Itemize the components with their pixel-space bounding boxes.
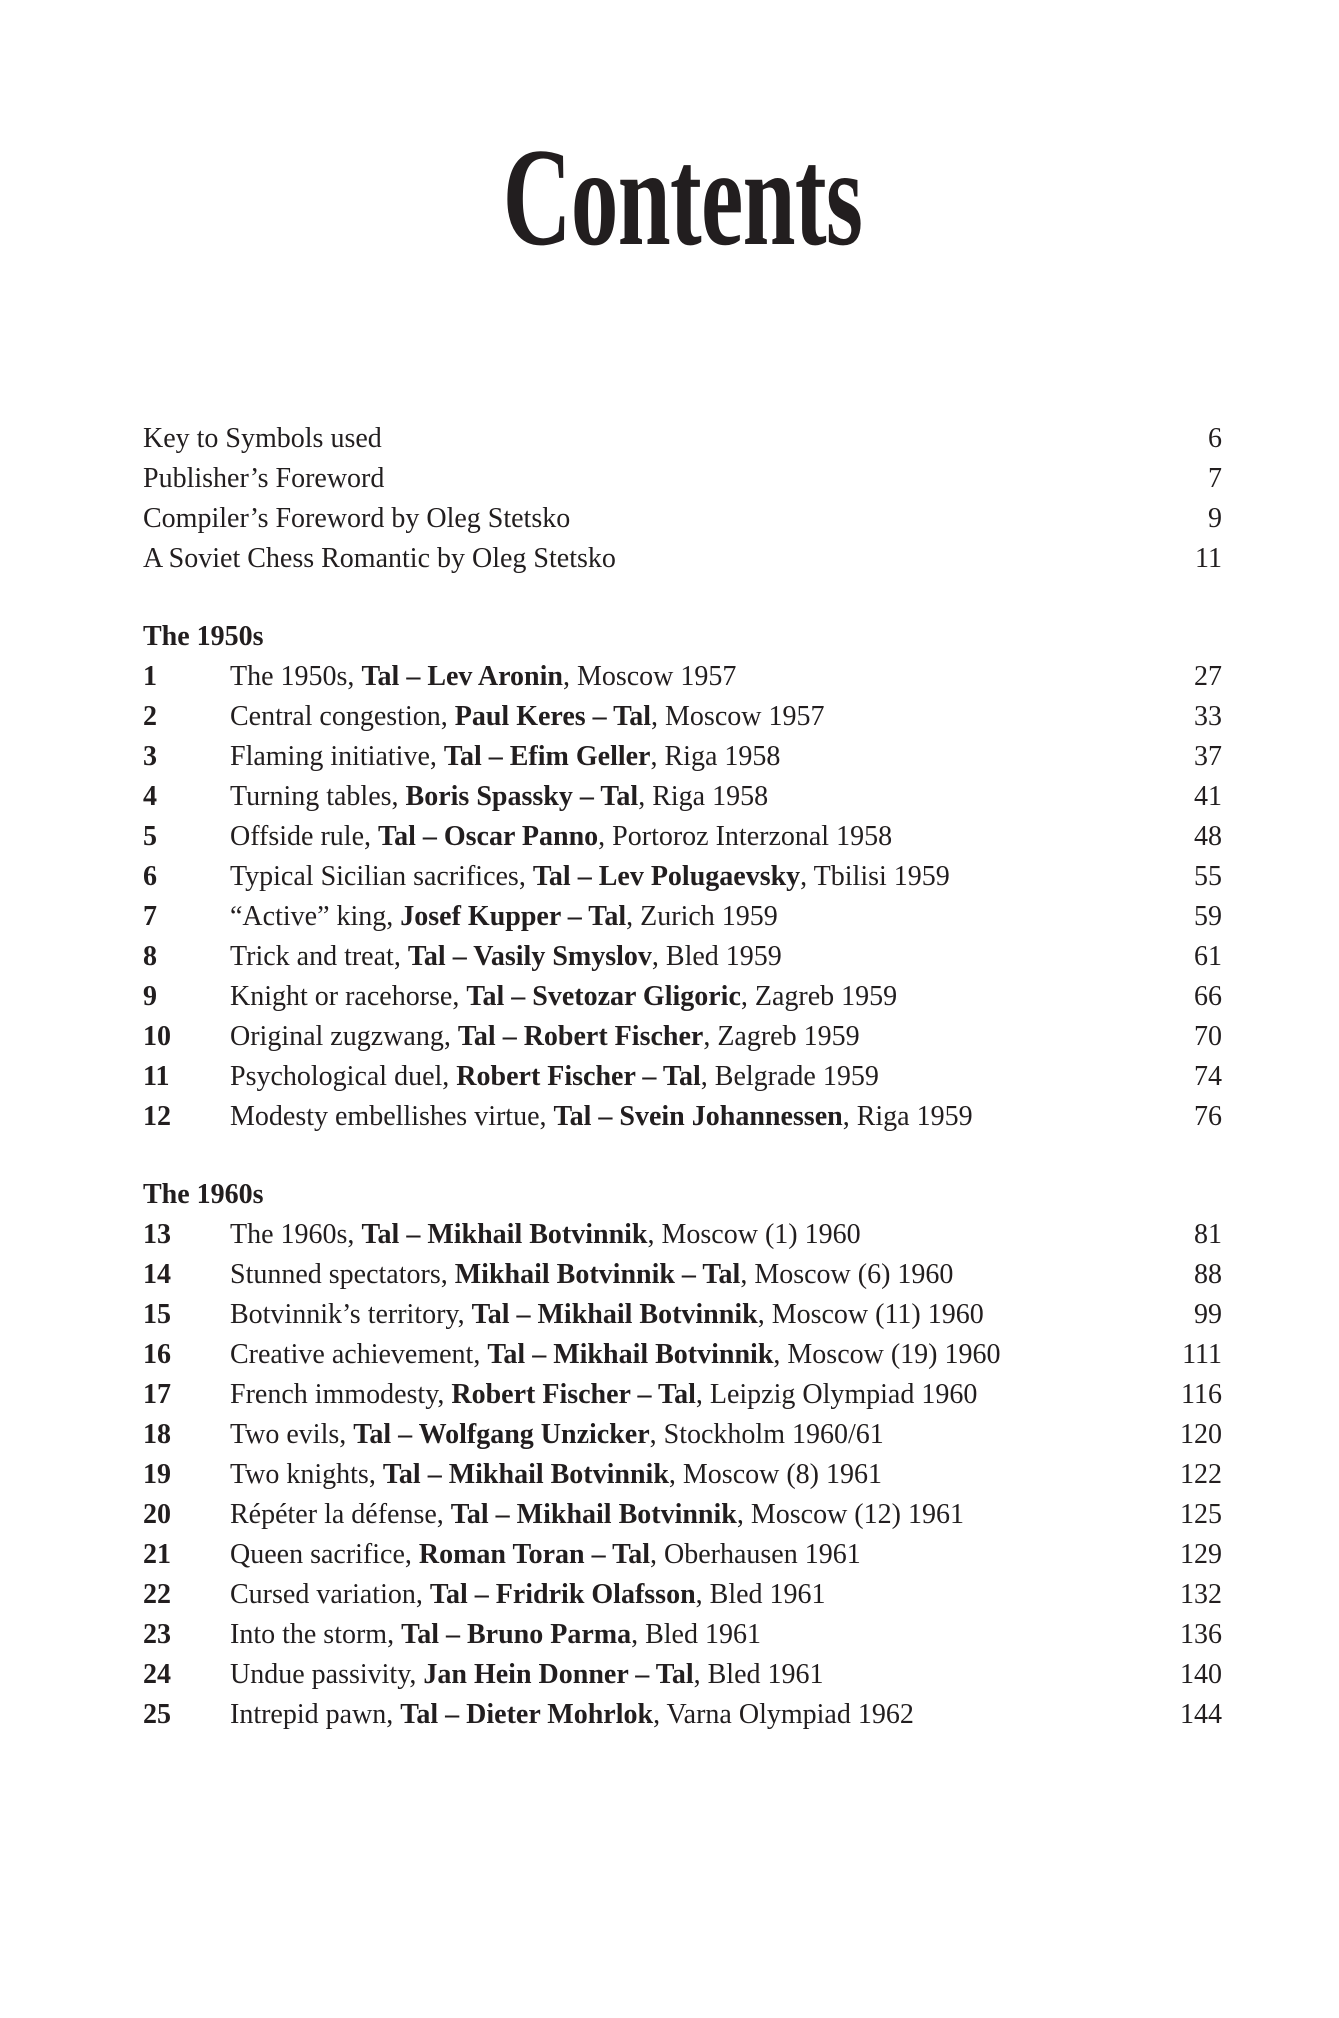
toc-entry-players: Tal – Oscar Panno	[378, 821, 599, 852]
toc-row	[143, 459, 1222, 499]
toc-page-number: 99	[1194, 1299, 1222, 1330]
toc-page-number: 81	[1194, 1219, 1222, 1250]
toc-entry-title	[230, 1695, 1174, 1735]
toc-entry-venue: , Riga 1958	[650, 741, 781, 772]
toc-entry-title	[230, 737, 1174, 777]
toc-entry-description: Undue passivity,	[230, 1659, 424, 1690]
toc-entry-players: Paul Keres – Tal	[454, 701, 652, 732]
toc-page-number: 120	[1180, 1419, 1222, 1450]
toc-page-number: 129	[1180, 1539, 1222, 1570]
toc-entry-number: 23	[143, 1619, 171, 1650]
toc-entry-description: Creative achievement,	[230, 1339, 488, 1370]
toc-entry-description: Stunned spectators,	[230, 1259, 455, 1290]
toc-entry-players: Tal – Mikhail Botvinnik	[471, 1299, 758, 1330]
toc-entry-venue: , Riga 1959	[842, 1101, 973, 1132]
toc-entry-players: Tal – Fridrik Olafsson	[429, 1579, 696, 1610]
toc-entry-description: Typical Sicilian sacrifices,	[230, 861, 533, 892]
toc-entry-title	[230, 657, 1174, 697]
toc-entry-venue: , Leipzig Olympiad 1960	[695, 1379, 978, 1410]
toc-entry-number: 11	[143, 1061, 170, 1092]
toc-page-number: 70	[1194, 1021, 1222, 1052]
toc-entry-venue: , Moscow 1957	[651, 701, 825, 732]
toc-entry-number: 16	[143, 1339, 171, 1370]
toc-entry-venue: , Portoroz Interzonal 1958	[598, 821, 893, 852]
toc-entry-label: Publisher’s Foreword	[143, 463, 385, 494]
toc-entry-title	[230, 1455, 1174, 1495]
sections-container	[143, 617, 1222, 1735]
toc-entry-description: Turning tables,	[230, 781, 406, 812]
front-matter-list	[143, 419, 1222, 579]
toc-page-number: 125	[1180, 1499, 1222, 1530]
toc-entry-venue: , Varna Olympiad 1962	[653, 1699, 914, 1730]
toc-entry-venue: , Tbilisi 1959	[800, 861, 950, 892]
toc-entry-description: Répéter la défense,	[230, 1499, 451, 1530]
toc-page-number: 27	[1194, 661, 1222, 692]
toc-entry-description: Original zugzwang,	[230, 1021, 458, 1052]
toc-entry-players: Tal – Efim Geller	[443, 741, 651, 772]
toc-entry-players: Tal – Mikhail Botvinnik	[361, 1219, 648, 1250]
toc-row	[143, 1455, 1222, 1495]
toc-entry-players: Tal – Lev Aronin	[361, 661, 563, 692]
toc-entry-title	[230, 1017, 1174, 1057]
toc-page-number: 41	[1194, 781, 1222, 812]
toc-row	[143, 937, 1222, 977]
toc-entry-title	[230, 1057, 1174, 1097]
toc-entry-number: 14	[143, 1259, 171, 1290]
toc-page-number: 55	[1194, 861, 1222, 892]
toc-page-number: 132	[1180, 1579, 1222, 1610]
toc-entry-venue: , Stockholm 1960/61	[649, 1419, 884, 1450]
toc-entry-number: 13	[143, 1219, 171, 1250]
toc-entry-players: Tal – Dieter Mohrlok	[400, 1699, 654, 1730]
toc-row	[143, 777, 1222, 817]
toc-row	[143, 977, 1222, 1017]
toc-entry-venue: , Belgrade 1959	[700, 1061, 879, 1092]
toc-page-number: 136	[1180, 1619, 1222, 1650]
toc-page-number: 6	[1208, 423, 1222, 454]
toc-page-number: 61	[1194, 941, 1222, 972]
toc-entry-number: 9	[143, 981, 157, 1012]
toc-entry-number: 1	[143, 661, 157, 692]
toc-entry-number: 19	[143, 1459, 171, 1490]
toc-entry-number: 12	[143, 1101, 171, 1132]
toc-entry-venue: , Riga 1958	[638, 781, 769, 812]
toc-row	[143, 1695, 1222, 1735]
toc-entry-venue: , Moscow (11) 1960	[757, 1299, 984, 1330]
toc-entry-players: Jan Hein Donner – Tal	[423, 1659, 694, 1690]
toc-page-number: 74	[1194, 1061, 1222, 1092]
toc-entry-title	[230, 857, 1174, 897]
toc-entry-venue: , Moscow (19) 1960	[773, 1339, 1001, 1370]
toc-entry-players: Robert Fischer – Tal	[456, 1061, 701, 1092]
toc-entry-title	[230, 1415, 1174, 1455]
toc-row	[143, 539, 1222, 579]
toc-page-number: 111	[1182, 1339, 1222, 1370]
toc-entry-title	[230, 1375, 1174, 1415]
toc-page-number: 66	[1194, 981, 1222, 1012]
toc-entry-venue: , Moscow (1) 1960	[647, 1219, 861, 1250]
toc-entry-number: 7	[143, 901, 157, 932]
toc-entry-number: 6	[143, 861, 157, 892]
toc-entry-number: 17	[143, 1379, 171, 1410]
toc-entry-number: 24	[143, 1659, 171, 1690]
toc-entry-venue: , Zurich 1959	[626, 901, 778, 932]
toc-row	[143, 1655, 1222, 1695]
toc-entry-venue: , Bled 1961	[695, 1579, 826, 1610]
toc-row	[143, 1097, 1222, 1137]
toc-entry-title	[230, 1335, 1174, 1375]
toc-entry-players: Tal – Mikhail Botvinnik	[487, 1339, 774, 1370]
toc-row	[143, 857, 1222, 897]
toc-page-number: 140	[1180, 1659, 1222, 1690]
toc-page-number: 11	[1195, 543, 1222, 574]
toc-entry-description: Queen sacrifice,	[230, 1539, 419, 1570]
toc-entry-number: 2	[143, 701, 157, 732]
toc-entry-venue: , Bled 1959	[651, 941, 782, 972]
toc-entry-description: Cursed variation,	[230, 1579, 430, 1610]
toc-entry-venue: , Bled 1961	[693, 1659, 824, 1690]
toc-entry-description: Two knights,	[230, 1459, 383, 1490]
toc-entry-title	[230, 1495, 1174, 1535]
toc-entry-description: Modesty embellishes virtue,	[230, 1101, 554, 1132]
toc-entry-number: 15	[143, 1299, 171, 1330]
toc-entry-players: Roman Toran – Tal	[418, 1539, 650, 1570]
toc-entry-players: Tal – Robert Fischer	[457, 1021, 704, 1052]
toc-row	[143, 1375, 1222, 1415]
toc-entry-description: Intrepid pawn,	[230, 1699, 401, 1730]
toc-entry-players: Mikhail Botvinnik – Tal	[454, 1259, 741, 1290]
toc-row	[143, 817, 1222, 857]
toc-entry-label: A Soviet Chess Romantic by Oleg Stetsko	[143, 543, 616, 574]
toc-row	[143, 697, 1222, 737]
toc-page-number: 122	[1180, 1459, 1222, 1490]
toc-entry-title	[230, 977, 1174, 1017]
toc-page-number: 48	[1194, 821, 1222, 852]
toc-entry-number: 25	[143, 1699, 171, 1730]
toc-row	[143, 499, 1222, 539]
toc-page-number: 37	[1194, 741, 1222, 772]
table-of-contents	[143, 419, 1222, 1735]
toc-entry-players: Tal – Mikhail Botvinnik	[450, 1499, 737, 1530]
toc-entry-players: Tal – Wolfgang Unzicker	[353, 1419, 650, 1450]
toc-entry-description: Flaming initiative,	[230, 741, 444, 772]
toc-row	[143, 1535, 1222, 1575]
toc-entry-title	[230, 937, 1174, 977]
toc-entry-players: Tal – Vasily Smyslov	[407, 941, 652, 972]
toc-page-number: 116	[1181, 1379, 1222, 1410]
toc-entry-number: 10	[143, 1021, 171, 1052]
toc-entry-players: Boris Spassky – Tal	[405, 781, 639, 812]
toc-row	[143, 657, 1222, 697]
toc-entry-number: 21	[143, 1539, 171, 1570]
toc-page-number: 33	[1194, 701, 1222, 732]
toc-entry-venue: , Oberhausen 1961	[650, 1539, 861, 1570]
toc-row	[143, 1017, 1222, 1057]
toc-entry-title	[230, 1097, 1174, 1137]
toc-entry-description: The 1960s,	[230, 1219, 362, 1250]
toc-row	[143, 1295, 1222, 1335]
toc-entry-description: Trick and treat,	[230, 941, 408, 972]
toc-entry-venue: , Moscow (6) 1960	[740, 1259, 954, 1290]
toc-entry-number: 20	[143, 1499, 171, 1530]
toc-entry-description: Central congestion,	[230, 701, 455, 732]
toc-entry-players: Tal – Lev Polugaevsky	[532, 861, 801, 892]
book-page	[0, 120, 1339, 2018]
toc-entry-number: 4	[143, 781, 157, 812]
toc-page-number: 7	[1208, 463, 1222, 494]
toc-entry-players: Tal – Bruno Parma	[401, 1619, 632, 1650]
toc-page-number: 144	[1180, 1699, 1222, 1730]
toc-entry-players: Robert Fischer – Tal	[451, 1379, 696, 1410]
toc-row	[143, 1575, 1222, 1615]
toc-page-number: 76	[1194, 1101, 1222, 1132]
toc-entry-venue: , Moscow 1957	[562, 661, 737, 692]
toc-entry-title	[230, 1615, 1174, 1655]
toc-entry-description: Into the storm,	[230, 1619, 402, 1650]
toc-entry-description: Offside rule,	[230, 821, 378, 852]
toc-entry-venue: , Zagreb 1959	[703, 1021, 860, 1052]
toc-entry-venue: , Zagreb 1959	[740, 981, 898, 1012]
contents-page	[0, 120, 1339, 2018]
toc-section	[143, 617, 1222, 1137]
toc-row	[143, 1057, 1222, 1097]
toc-entry-venue: , Moscow (8) 1961	[668, 1459, 882, 1490]
toc-entry-description: French immodesty,	[230, 1379, 452, 1410]
toc-entry-description: Botvinnik’s territory,	[230, 1299, 472, 1330]
toc-entry-number: 18	[143, 1419, 171, 1450]
toc-entry-description: Knight or racehorse,	[230, 981, 467, 1012]
toc-row	[143, 419, 1222, 459]
toc-page-number: 59	[1194, 901, 1222, 932]
toc-entry-title	[230, 777, 1174, 817]
toc-section	[143, 1175, 1222, 1735]
toc-row	[143, 1495, 1222, 1535]
toc-entry-number: 8	[143, 941, 157, 972]
toc-entry-label: Key to Symbols used	[143, 423, 382, 454]
toc-row	[143, 897, 1222, 937]
toc-page-number: 88	[1194, 1259, 1222, 1290]
toc-row	[143, 1255, 1222, 1295]
toc-entry-number: 3	[143, 741, 157, 772]
toc-row	[143, 1335, 1222, 1375]
toc-entry-players: Tal – Svetozar Gligoric	[466, 981, 741, 1012]
toc-entry-venue: , Bled 1961	[631, 1619, 761, 1650]
toc-entry-title	[230, 1575, 1174, 1615]
toc-entry-title	[230, 1255, 1174, 1295]
toc-entry-number: 22	[143, 1579, 171, 1610]
toc-entry-venue: , Moscow (12) 1961	[736, 1499, 964, 1530]
toc-entry-title	[230, 1215, 1174, 1255]
toc-page-number: 9	[1208, 503, 1222, 534]
toc-entry-description: The 1950s,	[230, 661, 362, 692]
toc-row	[143, 1215, 1222, 1255]
toc-entry-label: Compiler’s Foreword by Oleg Stetsko	[143, 503, 571, 534]
toc-entry-players: Tal – Svein Johannessen	[553, 1101, 843, 1132]
toc-entry-title	[230, 1535, 1174, 1575]
toc-entry-title	[230, 1655, 1174, 1695]
section-heading: The 1960s	[143, 1179, 264, 1210]
toc-entry-description: Psychological duel,	[230, 1061, 457, 1092]
toc-entry-number: 5	[143, 821, 157, 852]
toc-entry-players: Josef Kupper – Tal	[400, 901, 627, 932]
toc-entry-title	[230, 697, 1174, 737]
toc-entry-players: Tal – Mikhail Botvinnik	[382, 1459, 669, 1490]
toc-row	[143, 737, 1222, 777]
toc-entry-description: Two evils,	[230, 1419, 354, 1450]
page-title: Contents	[502, 120, 863, 275]
toc-entry-title	[230, 897, 1174, 937]
toc-entry-description: “Active” king,	[230, 901, 401, 932]
toc-entry-title	[230, 1295, 1174, 1335]
toc-entry-title	[230, 817, 1174, 857]
toc-row	[143, 1615, 1222, 1655]
toc-row	[143, 1415, 1222, 1455]
section-heading: The 1950s	[143, 621, 264, 652]
